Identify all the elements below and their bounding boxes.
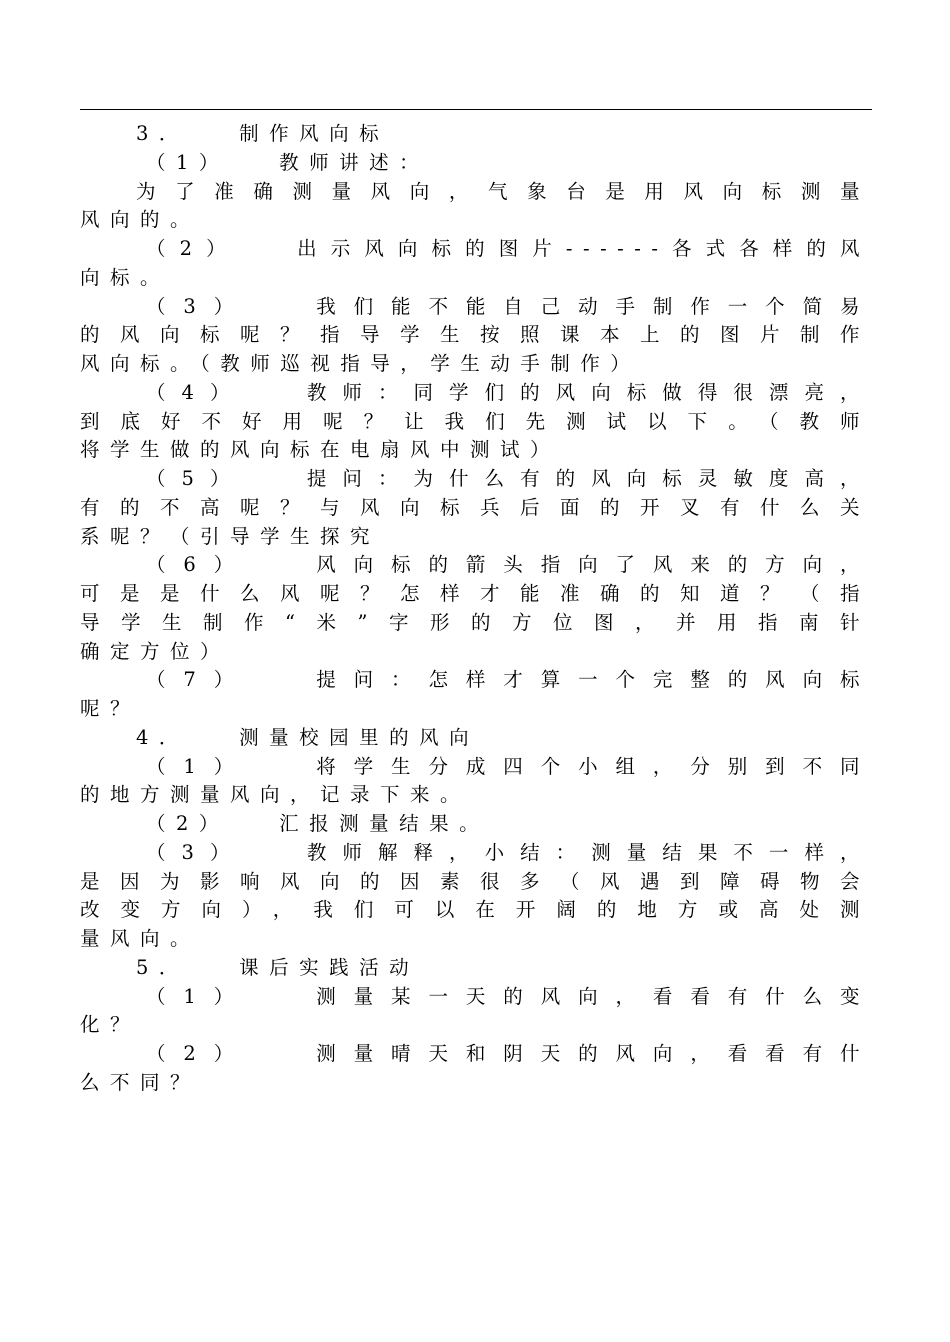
text-line: （5） 提问：为什么有的风向标灵敏度高， (146, 467, 870, 490)
section-heading-3: 3． 制作风向标 (136, 122, 390, 145)
text-line: 将学生做的风向标在电扇风中测试） (80, 438, 561, 462)
text-line: 向标。 (80, 265, 171, 289)
text-line: 的风向标呢？指导学生按照课本上的图片制作 (80, 323, 870, 347)
text-line: （1） 教师讲述： (146, 150, 430, 174)
text-line: 化？ (80, 1013, 141, 1037)
text-line: 到底好不好用呢？让我们先测试以下。（教师 (80, 409, 870, 433)
text-line: 风向标。（教师巡视指导，学生动手制作） (80, 352, 641, 375)
text-line: （2） 出示风向标的图片------各式各样的风 (146, 237, 870, 260)
text-line: （6） 风向标的箭头指向了风来的方向， (146, 553, 870, 577)
text-line: 的地方测量风向，记录下来。 (80, 783, 471, 807)
section-heading-5: 5． 课后实践活动 (136, 955, 420, 979)
text-line: 系呢？（引导学生探究 (80, 524, 381, 548)
document-body (80, 120, 870, 1098)
text-line: （1） 测量某一天的风向，看看有什么变 (146, 984, 870, 1008)
text-line: 有的不高呢？与风向标兵后面的开叉有什么关 (80, 495, 870, 519)
text-line: （2） 测量晴天和阴天的风向，看看有什 (146, 1042, 870, 1065)
section-heading-4: 4． 测量校园里的风向 (136, 725, 480, 749)
text-line: （3） 我们能不能自己动手制作一个简易 (146, 294, 870, 318)
text-line: （4） 教师：同学们的风向标做得很漂亮， (146, 380, 870, 404)
text-line: 呢？ (80, 697, 141, 720)
text-line: 导学生制作“米”字形的方位图，并用指南针 (80, 610, 870, 634)
text-line: 为了准确测量风向，气象台是用风向标测量 (136, 179, 870, 203)
text-line: 改变方向），我们可以在开阔的地方或高处测 (80, 898, 870, 922)
text-line: （2） 汇报测量结果。 (146, 812, 490, 835)
text-line: （1） 将学生分成四个小组，分别到不同 (146, 754, 870, 778)
text-line: 是因为影响风向的因素很多（风遇到障碍物会 (80, 869, 870, 893)
text-line: 风向的。 (80, 208, 201, 232)
text-line: 可是是什么风呢？怎样才能准确的知道？（指 (80, 582, 870, 605)
header-rule (80, 109, 872, 110)
text-line: （7） 提问：怎样才算一个完整的风向标 (146, 668, 870, 692)
text-line: 量风向。 (80, 927, 201, 950)
text-line: （3） 教师解释，小结：测量结果不一样， (146, 840, 870, 864)
text-line: 确定方位） (80, 639, 231, 663)
text-line: 么不同？ (80, 1070, 201, 1094)
